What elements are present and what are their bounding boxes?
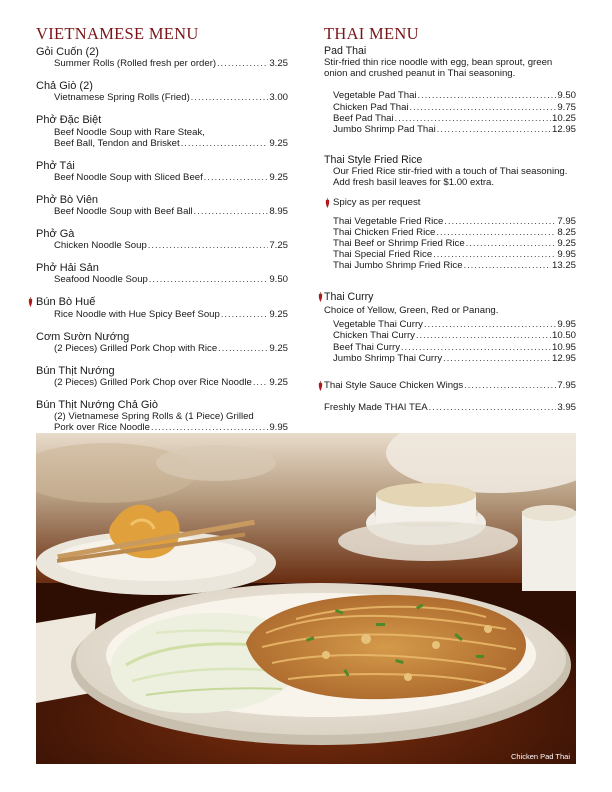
item-text: Beef Noodle Soup with Sliced Beef (54, 171, 203, 183)
leader-dots (466, 238, 557, 249)
item-price: 9.75 (557, 101, 576, 113)
menu-item-row (333, 216, 576, 227)
menu-item-row (333, 260, 576, 271)
menu-item (36, 80, 288, 103)
menu-item (36, 296, 288, 319)
leader-dots (444, 216, 556, 227)
item-text: (2 Pieces) Grilled Pork Chop with Rice (54, 342, 218, 354)
item-price-row (36, 240, 288, 251)
menu-item-row (333, 353, 576, 364)
leader-dots (401, 342, 551, 353)
item-price: 9.50 (269, 274, 288, 286)
item-text: Thai Jumbo Shrimp Fried Rice (333, 260, 463, 272)
item-text: Beef Ball, Tendon and Brisket (54, 137, 180, 149)
item-price: 8.25 (557, 226, 576, 238)
vietnamese-menu-list (36, 46, 288, 444)
menu-item-row (333, 113, 576, 124)
menu-item-row (333, 342, 576, 353)
item-text: Seafood Noodle Soup (54, 274, 148, 286)
item-text: Thai Chicken Fried Rice (333, 226, 436, 238)
item-price: 10.50 (551, 330, 576, 342)
item-price: 12.95 (551, 352, 576, 364)
item-price-row (36, 172, 288, 183)
item-price-row (36, 422, 288, 433)
item-price: 9.25 (269, 342, 288, 354)
item-price: 9.25 (557, 238, 576, 250)
spicy-note (324, 197, 576, 208)
item-text: (2 Pieces) Grilled Pork Chop over Rice Noodle (54, 377, 252, 389)
item-price: 3.25 (269, 58, 288, 70)
thai-menu-heading: THAI MENU (324, 24, 419, 43)
item-text: Jumbo Shrimp Pad Thai (333, 124, 436, 136)
leader-dots (204, 172, 269, 183)
item-text: Pork over Rice Noodle (54, 422, 150, 434)
menu-item (36, 262, 288, 285)
item-price-row (36, 138, 288, 149)
menu-item-row (333, 102, 576, 113)
leader-dots (217, 58, 268, 69)
menu-item (36, 331, 288, 354)
thai-tea-name: Freshly Made THAI TEA (324, 402, 428, 413)
menu-item (36, 399, 288, 433)
menu-item-row (333, 238, 576, 249)
menu-item (36, 114, 288, 148)
item-description: (2) Vietnamese Spring Rolls & (1 Piece) Grilled (54, 411, 254, 423)
item-text: Chicken Pad Thai (333, 101, 409, 113)
item-name: Phở Tái (36, 159, 75, 172)
item-text: Vegetable Pad Thai (333, 90, 417, 102)
pad-thai-section (324, 45, 576, 135)
thai-tea-price: 3.95 (557, 402, 576, 413)
leader-dots (433, 249, 556, 260)
vietnamese-menu-heading: VIETNAMESE MENU (36, 24, 199, 43)
menu-item (36, 46, 288, 69)
chili-pepper-icon (325, 198, 330, 208)
item-text: Vegetable Thai Curry (333, 319, 423, 331)
item-name: Bún Thịt Nướng (36, 364, 115, 377)
leader-dots (464, 260, 551, 271)
chili-pepper-icon (28, 297, 33, 307)
menu-item-row (333, 330, 576, 341)
item-price: 9.95 (269, 422, 288, 434)
pad-thai-list (324, 90, 576, 135)
item-price: 9.25 (269, 171, 288, 183)
item-name: Gỏi Cuốn (2) (36, 46, 99, 58)
item-name: Bún Bò Huế (36, 296, 96, 309)
wings-name: Thai Style Sauce Chicken Wings (324, 380, 464, 391)
item-name: Bún Thịt Nướng Chả Giò (36, 399, 158, 412)
item-text: Thai Vegetable Fried Rice (333, 215, 444, 227)
leader-dots (395, 113, 551, 124)
menu-item-row (333, 90, 576, 101)
leader-dots (418, 90, 557, 101)
thai-tea-row (324, 402, 576, 413)
item-text: Chicken Noodle Soup (54, 240, 147, 252)
leader-dots (436, 227, 556, 238)
leader-dots (194, 206, 269, 217)
fried-rice-desc-line-2: Add fresh basil leaves for $1.00 extra. (333, 177, 495, 189)
leader-dots (148, 240, 269, 251)
wings-price: 7.95 (557, 380, 576, 391)
menu-item-row (333, 124, 576, 135)
leader-dots (151, 422, 268, 433)
photo-caption: Chicken Pad Thai (510, 752, 570, 761)
leader-dots (424, 319, 556, 330)
item-price: 10.95 (551, 341, 576, 353)
food-photo-illustration (36, 433, 576, 764)
spicy-note-text: Spicy as per request (333, 197, 421, 209)
leader-dots (443, 353, 551, 364)
item-price: 7.25 (269, 240, 288, 252)
item-price: 8.95 (269, 206, 288, 218)
item-price: 12.95 (551, 124, 576, 136)
menu-item (36, 365, 288, 388)
item-price: 9.95 (557, 249, 576, 261)
item-text: Summer Rolls (Rolled fresh per order) (54, 58, 217, 70)
item-text: Beef Thai Curry (333, 341, 401, 353)
leader-dots (181, 138, 269, 149)
fried-rice-desc-line-1: Our Fried Rice stir-fried with a touch of Thai seasoning. (333, 166, 568, 177)
leader-dots (416, 330, 551, 341)
item-name: Phở Bò Viên (36, 193, 99, 206)
chicken-pad-thai-photo (36, 433, 576, 764)
item-price: 9.25 (269, 377, 288, 389)
item-price-row (36, 309, 288, 320)
curry-list (324, 319, 576, 364)
leader-dots (149, 274, 268, 285)
leader-dots (218, 343, 268, 354)
leader-dots (464, 380, 556, 391)
item-price: 10.25 (551, 112, 576, 124)
leader-dots (191, 92, 269, 103)
item-text: Chicken Thai Curry (333, 330, 415, 342)
item-price: 13.25 (551, 260, 576, 272)
item-price-row (36, 206, 288, 217)
item-text: Thai Beef or Shrimp Fried Rice (333, 238, 465, 250)
item-price: 9.25 (269, 308, 288, 320)
item-text: Jumbo Shrimp Thai Curry (333, 352, 443, 364)
leader-dots (410, 102, 557, 113)
menu-item-row (333, 249, 576, 260)
item-price: 9.95 (557, 319, 576, 331)
leader-dots (253, 377, 268, 388)
fried-rice-title: Thai Style Fried Rice (324, 154, 423, 166)
item-description: Beef Noodle Soup with Rare Steak, (54, 126, 205, 138)
item-text: Beef Noodle Soup with Beef Ball (54, 206, 193, 218)
curry-title: Thai Curry (324, 291, 374, 303)
leader-dots (221, 309, 268, 320)
leader-dots (429, 402, 557, 413)
pad-thai-desc-line-1: Stir-fried thin rice noodle with egg, bean sprout, green (324, 57, 553, 68)
item-price: 9.25 (269, 137, 288, 149)
item-text: Rice Noodle with Hue Spicy Beef Soup (54, 308, 220, 320)
item-name: Phở Hải Sản (36, 262, 99, 275)
item-name: Chả Giò (2) (36, 80, 93, 93)
item-price: 7.95 (557, 215, 576, 227)
item-name: Cơm Sườn Nướng (36, 330, 130, 343)
chili-pepper-icon (318, 381, 323, 391)
item-text: Beef Pad Thai (333, 112, 394, 124)
item-text: Thai Special Fried Rice (333, 249, 433, 261)
item-price-row (36, 92, 288, 103)
item-name: Phở Gà (36, 228, 75, 241)
pad-thai-desc-line-2: onion and crushed peanut in Thai seasoning. (324, 68, 516, 80)
item-text: Vietnamese Spring Rolls (Fried) (54, 92, 190, 104)
item-price: 3.00 (269, 92, 288, 104)
curry-section (324, 291, 576, 364)
fried-rice-section (324, 154, 576, 272)
leader-dots (437, 124, 551, 135)
curry-desc: Choice of Yellow, Green, Red or Panang. (324, 305, 499, 316)
chili-pepper-icon (318, 292, 323, 302)
item-price-row (36, 58, 288, 69)
item-price: 9.50 (557, 90, 576, 102)
menu-item (36, 228, 288, 251)
menu-item-row (333, 319, 576, 330)
fried-rice-list (324, 216, 576, 272)
pad-thai-title: Pad Thai (324, 45, 367, 57)
menu-item-row (333, 227, 576, 238)
menu-item (36, 160, 288, 183)
curry-title-row (324, 291, 576, 303)
item-price-row (36, 377, 288, 388)
item-price-row (36, 343, 288, 354)
menu-item (36, 194, 288, 217)
item-price-row (36, 274, 288, 285)
wings-row (324, 380, 576, 391)
item-name: Phở Đặc Biệt (36, 114, 102, 127)
